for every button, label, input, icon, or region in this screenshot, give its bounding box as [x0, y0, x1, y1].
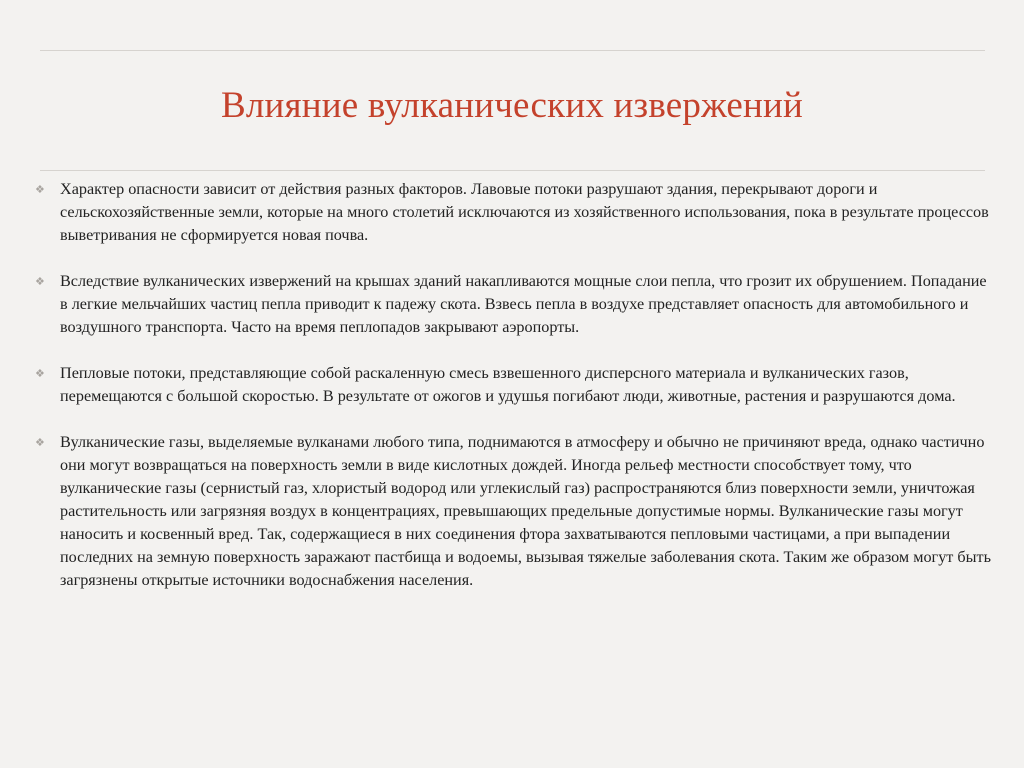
- list-item: [35, 270, 995, 339]
- bullet-text: Вследствие вулканических извержений на крышах зданий накапливаются мощные слои пепла, что грозит их обрушением. Попадание в легкие мельчайших частиц пепла приводит к падежу скота. Взвесь пепла в воздухе представляет опасность для автомобильного и воздушного транспорта. Часто на время пеплопадов закрывают аэропорты.: [60, 272, 987, 336]
- bullet-text: Характер опасности зависит от действия разных факторов. Лавовые потоки разрушают здания, перекрывают дороги и сельскохозяйственные земли, которые на много столетий исключаются из хозяйственного использования, пока в результате процессов выветривания не сформируется новая почва.: [60, 180, 989, 244]
- ornament-bullet-icon: ❖: [35, 276, 45, 288]
- title-divider: [40, 170, 985, 171]
- ornament-bullet-icon: ❖: [35, 184, 45, 196]
- bullet-list: [35, 178, 995, 615]
- slide-title: Влияние вулканических извержений: [220, 85, 803, 126]
- ornament-bullet-icon: ❖: [35, 368, 45, 380]
- list-item: [35, 178, 995, 247]
- bullet-text: Пепловые потоки, представляющие собой раскаленную смесь взвешенного дисперсного материала и вулканических газов, перемещаются с большой скоростью. В результате от ожогов и удушья погибают люди, животные, растения и разрушаются дома.: [60, 364, 956, 405]
- top-divider: [40, 50, 985, 51]
- bullet-text: Вулканические газы, выделяемые вулканами любого типа, поднимаются в атмосферу и обычно не причиняют вреда, однако частично они могут возвращаться на поверхность земли в виде кислотных дождей. Иногда рельеф местности способствует тому, что вулканические газы (сернистый газ, хлористый водород или углекислый газ) распространяются близ поверхности земли, уничтожая растительность или загрязняя воздух в концентрациях, превышающих предельные допустимые нормы. Вулканические газы могут наносить и косвенный вред. Так, содержащиеся в них соединения фтора захватываются пепловыми частицами, а при выпадении последних на земную поверхность заражают пастбища и водоемы, вызывая тяжелые заболевания скота. Таким же образом могут быть загрязнены открытые источники водоснабжения населения.: [60, 433, 991, 589]
- list-item: [35, 362, 995, 408]
- ornament-bullet-icon: ❖: [35, 437, 45, 449]
- list-item: [35, 431, 995, 592]
